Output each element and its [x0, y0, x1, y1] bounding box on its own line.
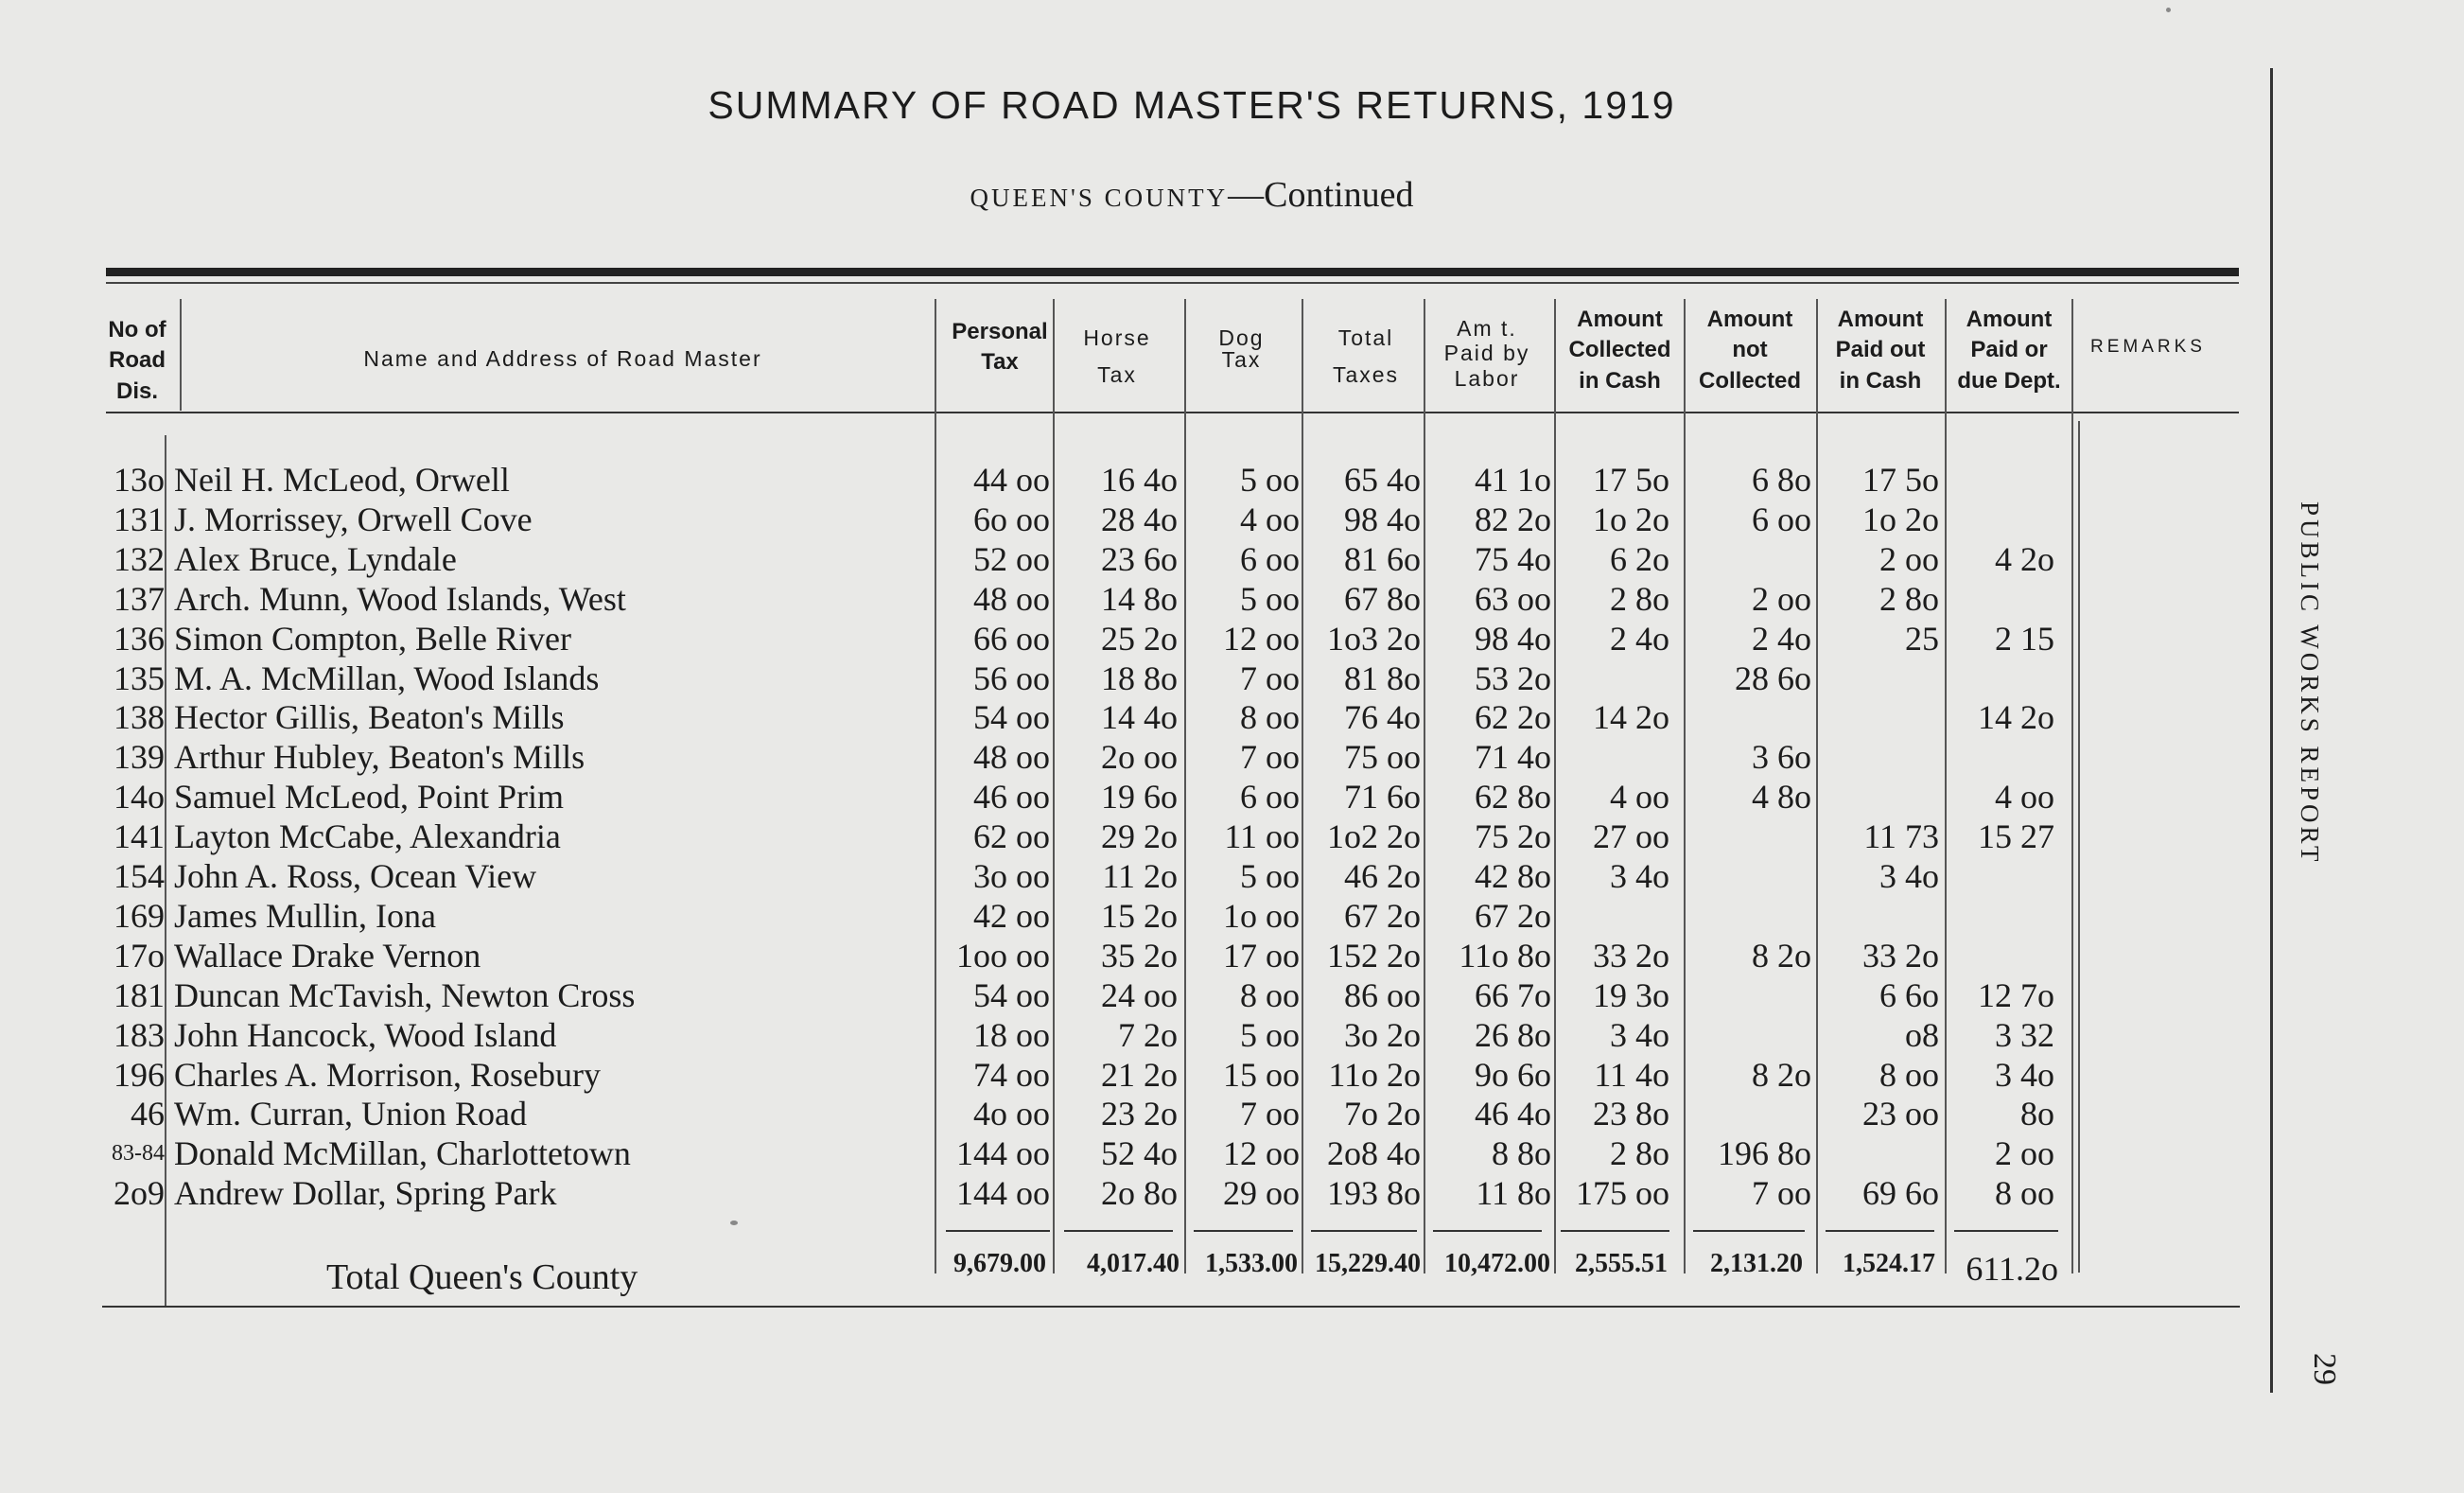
- total-paid-out: 1,524.17: [1843, 1249, 1935, 1278]
- cell-road-dis: 17o: [114, 937, 165, 975]
- cell-dog-tax: 6 oo: [1240, 540, 1300, 578]
- cell-dog-tax: 5 oo: [1240, 461, 1300, 499]
- cell-personal-tax: 3o oo: [973, 857, 1050, 895]
- cell-not-collected: 7 oo: [1752, 1174, 1811, 1212]
- cell-dog-tax: 1o oo: [1223, 897, 1300, 935]
- header-personal-tax: Personal Tax: [952, 319, 1048, 376]
- cell-paid-by-labor: 46 4o: [1475, 1095, 1551, 1133]
- header-not-collected: Amount not Collected: [1698, 307, 1802, 394]
- cell-total-taxes: 11o 2o: [1328, 1056, 1421, 1094]
- cell-road-master-name: Arthur Hubley, Beaton's Mills: [174, 738, 585, 776]
- cell-road-dis: 181: [114, 976, 165, 1014]
- margin-rule: [2270, 68, 2273, 1393]
- total-underline: [1433, 1230, 1542, 1232]
- cell-not-collected: 4 8o: [1752, 778, 1811, 816]
- cell-road-master-name: Andrew Dollar, Spring Park: [174, 1174, 557, 1212]
- header-horse-tax: Horse Tax: [1083, 325, 1151, 388]
- subtitle-county: QUEEN'S COUNTY: [970, 184, 1229, 212]
- cell-road-master-name: M. A. McMillan, Wood Islands: [174, 659, 600, 697]
- cell-road-master-name: Alex Bruce, Lyndale: [174, 540, 457, 578]
- cell-road-master-name: J. Morrissey, Orwell Cove: [174, 501, 533, 538]
- cell-total-taxes: 76 4o: [1344, 698, 1421, 736]
- cell-paid-due-dept: [1903, 737, 2054, 777]
- cell-collected-cash: 6 2o: [1610, 540, 1669, 578]
- cell-dog-tax: 5 oo: [1240, 1016, 1300, 1054]
- header-top-thin-rule: [106, 282, 2239, 284]
- cell-horse-tax: 21 2o: [1101, 1056, 1178, 1094]
- cell-paid-out-cash: 25: [1905, 620, 1939, 658]
- cell-paid-by-labor: 98 4o: [1475, 620, 1551, 658]
- cell-paid-by-labor: 11 8o: [1476, 1174, 1551, 1212]
- cell-paid-due-dept: 8o: [2020, 1095, 2054, 1133]
- cell-road-dis: 196: [114, 1056, 165, 1094]
- cell-collected-cash: 3 4o: [1610, 857, 1669, 895]
- cell-dog-tax: 8 oo: [1240, 976, 1300, 1014]
- header-dog-tax: Dog Tax: [1218, 325, 1265, 372]
- cell-road-dis: 138: [114, 698, 165, 736]
- cell-collected-cash: 1o 2o: [1593, 501, 1669, 538]
- cell-personal-tax: 18 oo: [973, 1016, 1050, 1054]
- cell-road-dis: 136: [114, 620, 165, 658]
- cell-road-master-name: Hector Gillis, Beaton's Mills: [174, 698, 565, 736]
- cell-dog-tax: 4 oo: [1240, 501, 1300, 538]
- cell-total-taxes: 71 6o: [1344, 778, 1421, 816]
- cell-collected-cash: 2 8o: [1610, 580, 1669, 618]
- cell-paid-by-labor: 8 8o: [1492, 1134, 1551, 1172]
- cell-collected-cash: 11 4o: [1594, 1056, 1669, 1094]
- cell-dog-tax: 12 oo: [1223, 1134, 1300, 1172]
- total-collected: 2,555.51: [1575, 1249, 1668, 1278]
- cell-road-master-name: Wm. Curran, Union Road: [174, 1095, 527, 1133]
- cell-personal-tax: 144 oo: [956, 1134, 1050, 1172]
- cell-road-dis: 139: [114, 738, 165, 776]
- cell-paid-by-labor: 71 4o: [1475, 738, 1551, 776]
- cell-paid-by-labor: 11o 8o: [1459, 937, 1551, 975]
- column-divider: [165, 435, 166, 1306]
- cell-paid-out-cash: 2 8o: [1879, 580, 1939, 618]
- cell-total-taxes: 193 8o: [1327, 1174, 1421, 1212]
- cell-paid-by-labor: 53 2o: [1475, 659, 1551, 697]
- cell-paid-by-labor: 26 8o: [1475, 1016, 1551, 1054]
- page-number: 29: [2307, 1353, 2342, 1385]
- cell-road-master-name: Samuel McLeod, Point Prim: [174, 778, 564, 816]
- cell-road-master-name: Arch. Munn, Wood Islands, West: [174, 580, 626, 618]
- cell-paid-by-labor: 75 4o: [1475, 540, 1551, 578]
- cell-dog-tax: 15 oo: [1223, 1056, 1300, 1094]
- cell-personal-tax: 74 oo: [973, 1056, 1050, 1094]
- cell-paid-due-dept: 14 2o: [1978, 698, 2054, 736]
- cell-paid-out-cash: o8: [1905, 1016, 1939, 1054]
- cell-paid-out-cash: 11 73: [1863, 817, 1939, 855]
- cell-personal-tax: 6o oo: [973, 501, 1050, 538]
- cell-personal-tax: 54 oo: [973, 976, 1050, 1014]
- cell-paid-out-cash: 8 oo: [1879, 1056, 1939, 1094]
- cell-paid-due-dept: [1903, 500, 2054, 539]
- cell-road-dis: 46: [131, 1095, 165, 1133]
- cell-road-master-name: Charles A. Morrison, Rosebury: [174, 1056, 601, 1094]
- cell-horse-tax: 14 4o: [1101, 698, 1178, 736]
- cell-horse-tax: 11 2o: [1102, 857, 1178, 895]
- cell-horse-tax: 15 2o: [1101, 897, 1178, 935]
- total-underline: [1561, 1230, 1669, 1232]
- cell-total-taxes: 2o8 4o: [1327, 1134, 1421, 1172]
- cell-collected-cash: 14 2o: [1593, 698, 1669, 736]
- cell-paid-by-labor: 9o 6o: [1475, 1056, 1551, 1094]
- cell-personal-tax: 66 oo: [973, 620, 1050, 658]
- paper-speck: [2166, 8, 2171, 12]
- total-personal: 9,679.00: [953, 1249, 1046, 1278]
- cell-total-taxes: 1o2 2o: [1327, 817, 1421, 855]
- cell-collected-cash: 3 4o: [1610, 1016, 1669, 1054]
- total-paid-due: 611.2o: [1966, 1250, 2058, 1288]
- cell-horse-tax: 25 2o: [1101, 620, 1178, 658]
- total-underline: [1826, 1230, 1934, 1232]
- header-remarks: REMARKS: [2090, 337, 2206, 357]
- cell-collected-cash: [1518, 896, 1669, 936]
- cell-road-dis: 183: [114, 1016, 165, 1054]
- cell-not-collected: 28 6o: [1735, 659, 1811, 697]
- cell-total-taxes: 1o3 2o: [1327, 620, 1421, 658]
- cell-total-taxes: 152 2o: [1327, 937, 1421, 975]
- total-labor: 10,472.00: [1444, 1249, 1550, 1278]
- header-total-taxes: Total Taxes: [1332, 325, 1400, 388]
- cell-paid-by-labor: 66 7o: [1475, 976, 1551, 1014]
- cell-road-dis: 13o: [114, 461, 165, 499]
- cell-collected-cash: 33 2o: [1593, 937, 1669, 975]
- cell-paid-out-cash: 17 5o: [1862, 461, 1939, 499]
- cell-collected-cash: 2 4o: [1610, 620, 1669, 658]
- cell-horse-tax: 52 4o: [1101, 1134, 1178, 1172]
- running-header: PUBLIC WORKS REPORT: [2296, 501, 2324, 866]
- total-horse: 4,017.40: [1087, 1249, 1180, 1278]
- paper-speck: [730, 1221, 738, 1225]
- cell-paid-out-cash: 2 oo: [1879, 540, 1939, 578]
- cell-road-master-name: Neil H. McLeod, Orwell: [174, 461, 510, 499]
- total-underline: [1693, 1230, 1805, 1232]
- cell-paid-due-dept: 2 15: [1995, 620, 2054, 658]
- cell-paid-by-labor: 67 2o: [1475, 897, 1551, 935]
- cell-horse-tax: 2o oo: [1101, 738, 1178, 776]
- cell-dog-tax: 7 oo: [1240, 659, 1300, 697]
- total-taxes: 15,229.40: [1315, 1249, 1421, 1278]
- cell-road-master-name: John A. Ross, Ocean View: [174, 857, 537, 895]
- cell-collected-cash: 2 8o: [1610, 1134, 1669, 1172]
- cell-horse-tax: 16 4o: [1101, 461, 1178, 499]
- cell-paid-out-cash: 23 oo: [1862, 1095, 1939, 1133]
- cell-road-master-name: Donald McMillan, Charlottetown: [174, 1134, 631, 1172]
- cell-paid-due-dept: 2 oo: [1995, 1134, 2054, 1172]
- cell-not-collected: 8 2o: [1752, 937, 1811, 975]
- cell-not-collected: 2 4o: [1752, 620, 1811, 658]
- cell-paid-by-labor: 62 2o: [1475, 698, 1551, 736]
- cell-total-taxes: 81 8o: [1344, 659, 1421, 697]
- cell-total-taxes: 81 6o: [1344, 540, 1421, 578]
- cell-horse-tax: 19 6o: [1101, 778, 1178, 816]
- cell-paid-due-dept: [1903, 896, 2054, 936]
- column-divider: [2071, 299, 2073, 1273]
- cell-paid-due-dept: 8 oo: [1995, 1174, 2054, 1212]
- cell-dog-tax: 6 oo: [1240, 778, 1300, 816]
- cell-personal-tax: 144 oo: [956, 1174, 1050, 1212]
- header-name: Name and Address of Road Master: [363, 346, 762, 371]
- total-underline: [1194, 1230, 1293, 1232]
- subtitle-continued: —Continued: [1228, 175, 1414, 215]
- cell-horse-tax: 28 4o: [1101, 501, 1178, 538]
- cell-dog-tax: 7 oo: [1240, 738, 1300, 776]
- cell-road-dis: 2o9: [114, 1174, 165, 1212]
- cell-collected-cash: 4 oo: [1610, 778, 1669, 816]
- cell-road-dis: 137: [114, 580, 165, 618]
- cell-paid-due-dept: [1903, 659, 2054, 698]
- total-underline: [946, 1230, 1050, 1232]
- cell-collected-cash: [1518, 659, 1669, 698]
- cell-total-taxes: 67 8o: [1344, 580, 1421, 618]
- cell-horse-tax: 24 oo: [1101, 976, 1178, 1014]
- cell-personal-tax: 52 oo: [973, 540, 1050, 578]
- cell-paid-by-labor: 41 1o: [1475, 461, 1551, 499]
- cell-road-master-name: Simon Compton, Belle River: [174, 620, 571, 658]
- cell-paid-out-cash: 69 6o: [1862, 1174, 1939, 1212]
- cell-collected-cash: 27 oo: [1593, 817, 1669, 855]
- header-bottom-rule: [106, 412, 2239, 413]
- cell-road-master-name: Duncan McTavish, Newton Cross: [174, 976, 636, 1014]
- header-paid-out-cash: Amount Paid out in Cash: [1835, 307, 1926, 394]
- cell-road-dis: 132: [114, 540, 165, 578]
- cell-not-collected: 3 6o: [1752, 738, 1811, 776]
- cell-dog-tax: 5 oo: [1240, 580, 1300, 618]
- cell-paid-by-labor: 62 8o: [1475, 778, 1551, 816]
- cell-horse-tax: 35 2o: [1101, 937, 1178, 975]
- header-paid-by-labor: Am t. Paid by Labor: [1443, 316, 1530, 391]
- cell-paid-due-dept: 3 32: [1995, 1016, 2054, 1054]
- cell-total-taxes: 86 oo: [1344, 976, 1421, 1014]
- cell-paid-by-labor: 63 oo: [1475, 580, 1551, 618]
- column-divider: [2078, 421, 2080, 1273]
- cell-road-master-name: Wallace Drake Vernon: [174, 937, 481, 975]
- cell-road-dis: 135: [114, 659, 165, 697]
- cell-total-taxes: 65 4o: [1344, 461, 1421, 499]
- cell-total-taxes: 7o 2o: [1344, 1095, 1421, 1133]
- cell-horse-tax: 18 8o: [1101, 659, 1178, 697]
- cell-personal-tax: 48 oo: [973, 580, 1050, 618]
- cell-road-master-name: Layton McCabe, Alexandria: [174, 817, 561, 855]
- cell-total-taxes: 98 4o: [1344, 501, 1421, 538]
- total-underline: [1064, 1230, 1173, 1232]
- table-bottom-rule: [102, 1306, 2240, 1308]
- header-top-rule: [106, 268, 2239, 276]
- cell-horse-tax: 14 8o: [1101, 580, 1178, 618]
- cell-paid-out-cash: 1o 2o: [1862, 501, 1939, 538]
- cell-road-dis: 131: [114, 501, 165, 538]
- cell-road-dis: 169: [114, 897, 165, 935]
- cell-paid-by-labor: 75 2o: [1475, 817, 1551, 855]
- cell-paid-due-dept: 4 2o: [1995, 540, 2054, 578]
- cell-not-collected: 6 oo: [1752, 501, 1811, 538]
- total-label: Total Queen's County: [326, 1257, 638, 1297]
- cell-paid-out-cash: 33 2o: [1862, 937, 1939, 975]
- cell-paid-by-labor: 42 8o: [1475, 857, 1551, 895]
- header-paid-due-dept: Amount Paid or due Dept.: [1957, 307, 2061, 394]
- cell-not-collected: 6 8o: [1752, 461, 1811, 499]
- cell-paid-by-labor: 82 2o: [1475, 501, 1551, 538]
- cell-personal-tax: 46 oo: [973, 778, 1050, 816]
- cell-total-taxes: 46 2o: [1344, 857, 1421, 895]
- total-not-collected: 2,131.20: [1710, 1249, 1803, 1278]
- cell-road-dis: 154: [114, 857, 165, 895]
- cell-dog-tax: 8 oo: [1240, 698, 1300, 736]
- cell-paid-out-cash: 6 6o: [1879, 976, 1939, 1014]
- cell-horse-tax: 23 6o: [1101, 540, 1178, 578]
- cell-paid-due-dept: [1903, 936, 2054, 975]
- cell-dog-tax: 12 oo: [1223, 620, 1300, 658]
- cell-road-master-name: James Mullin, Iona: [174, 897, 436, 935]
- cell-not-collected: 8 2o: [1752, 1056, 1811, 1094]
- cell-horse-tax: 23 2o: [1101, 1095, 1178, 1133]
- cell-collected-cash: [1518, 737, 1669, 777]
- cell-paid-due-dept: [1903, 460, 2054, 500]
- cell-dog-tax: 11 oo: [1224, 817, 1300, 855]
- cell-collected-cash: 23 8o: [1593, 1095, 1669, 1133]
- cell-total-taxes: 67 2o: [1344, 897, 1421, 935]
- cell-paid-due-dept: 3 4o: [1995, 1056, 2054, 1094]
- cell-personal-tax: 1oo oo: [956, 937, 1050, 975]
- cell-collected-cash: 175 oo: [1576, 1174, 1669, 1212]
- cell-total-taxes: 3o 2o: [1344, 1016, 1421, 1054]
- cell-personal-tax: 56 oo: [973, 659, 1050, 697]
- cell-personal-tax: 62 oo: [973, 817, 1050, 855]
- total-dog: 1,533.00: [1205, 1249, 1298, 1278]
- cell-road-dis: 14o: [114, 778, 165, 816]
- page-title: SUMMARY OF ROAD MASTER'S RETURNS, 1919: [708, 83, 1676, 127]
- header-collected-cash: Amount Collected in Cash: [1568, 307, 1671, 394]
- cell-not-collected: 2 oo: [1752, 580, 1811, 618]
- cell-dog-tax: 17 oo: [1223, 937, 1300, 975]
- cell-collected-cash: 17 5o: [1593, 461, 1669, 499]
- cell-paid-due-dept: 4 oo: [1995, 778, 2054, 816]
- cell-collected-cash: 19 3o: [1593, 976, 1669, 1014]
- cell-paid-due-dept: 12 7o: [1978, 976, 2054, 1014]
- cell-horse-tax: 2o 8o: [1101, 1174, 1178, 1212]
- cell-dog-tax: 5 oo: [1240, 857, 1300, 895]
- cell-road-master-name: John Hancock, Wood Island: [174, 1016, 557, 1054]
- cell-paid-due-dept: 15 27: [1978, 817, 2054, 855]
- cell-horse-tax: 7 2o: [1118, 1016, 1178, 1054]
- cell-horse-tax: 29 2o: [1101, 817, 1178, 855]
- cell-dog-tax: 29 oo: [1223, 1174, 1300, 1212]
- cell-personal-tax: 54 oo: [973, 698, 1050, 736]
- total-underline: [1311, 1230, 1417, 1232]
- header-road-dis: No of Road Dis.: [108, 317, 166, 404]
- cell-paid-out-cash: 3 4o: [1879, 857, 1939, 895]
- cell-dog-tax: 7 oo: [1240, 1095, 1300, 1133]
- cell-paid-due-dept: [1903, 579, 2054, 619]
- cell-paid-due-dept: [1903, 856, 2054, 896]
- total-underline: [1954, 1230, 2058, 1232]
- column-divider: [180, 299, 182, 411]
- cell-total-taxes: 75 oo: [1344, 738, 1421, 776]
- cell-road-dis: 141: [114, 817, 165, 855]
- cell-personal-tax: 4o oo: [973, 1095, 1050, 1133]
- cell-not-collected: 196 8o: [1718, 1134, 1811, 1172]
- cell-personal-tax: 42 oo: [973, 897, 1050, 935]
- page-subtitle: [0, 174, 2384, 216]
- cell-road-dis: 83-84: [112, 1141, 165, 1166]
- cell-personal-tax: 44 oo: [973, 461, 1050, 499]
- cell-personal-tax: 48 oo: [973, 738, 1050, 776]
